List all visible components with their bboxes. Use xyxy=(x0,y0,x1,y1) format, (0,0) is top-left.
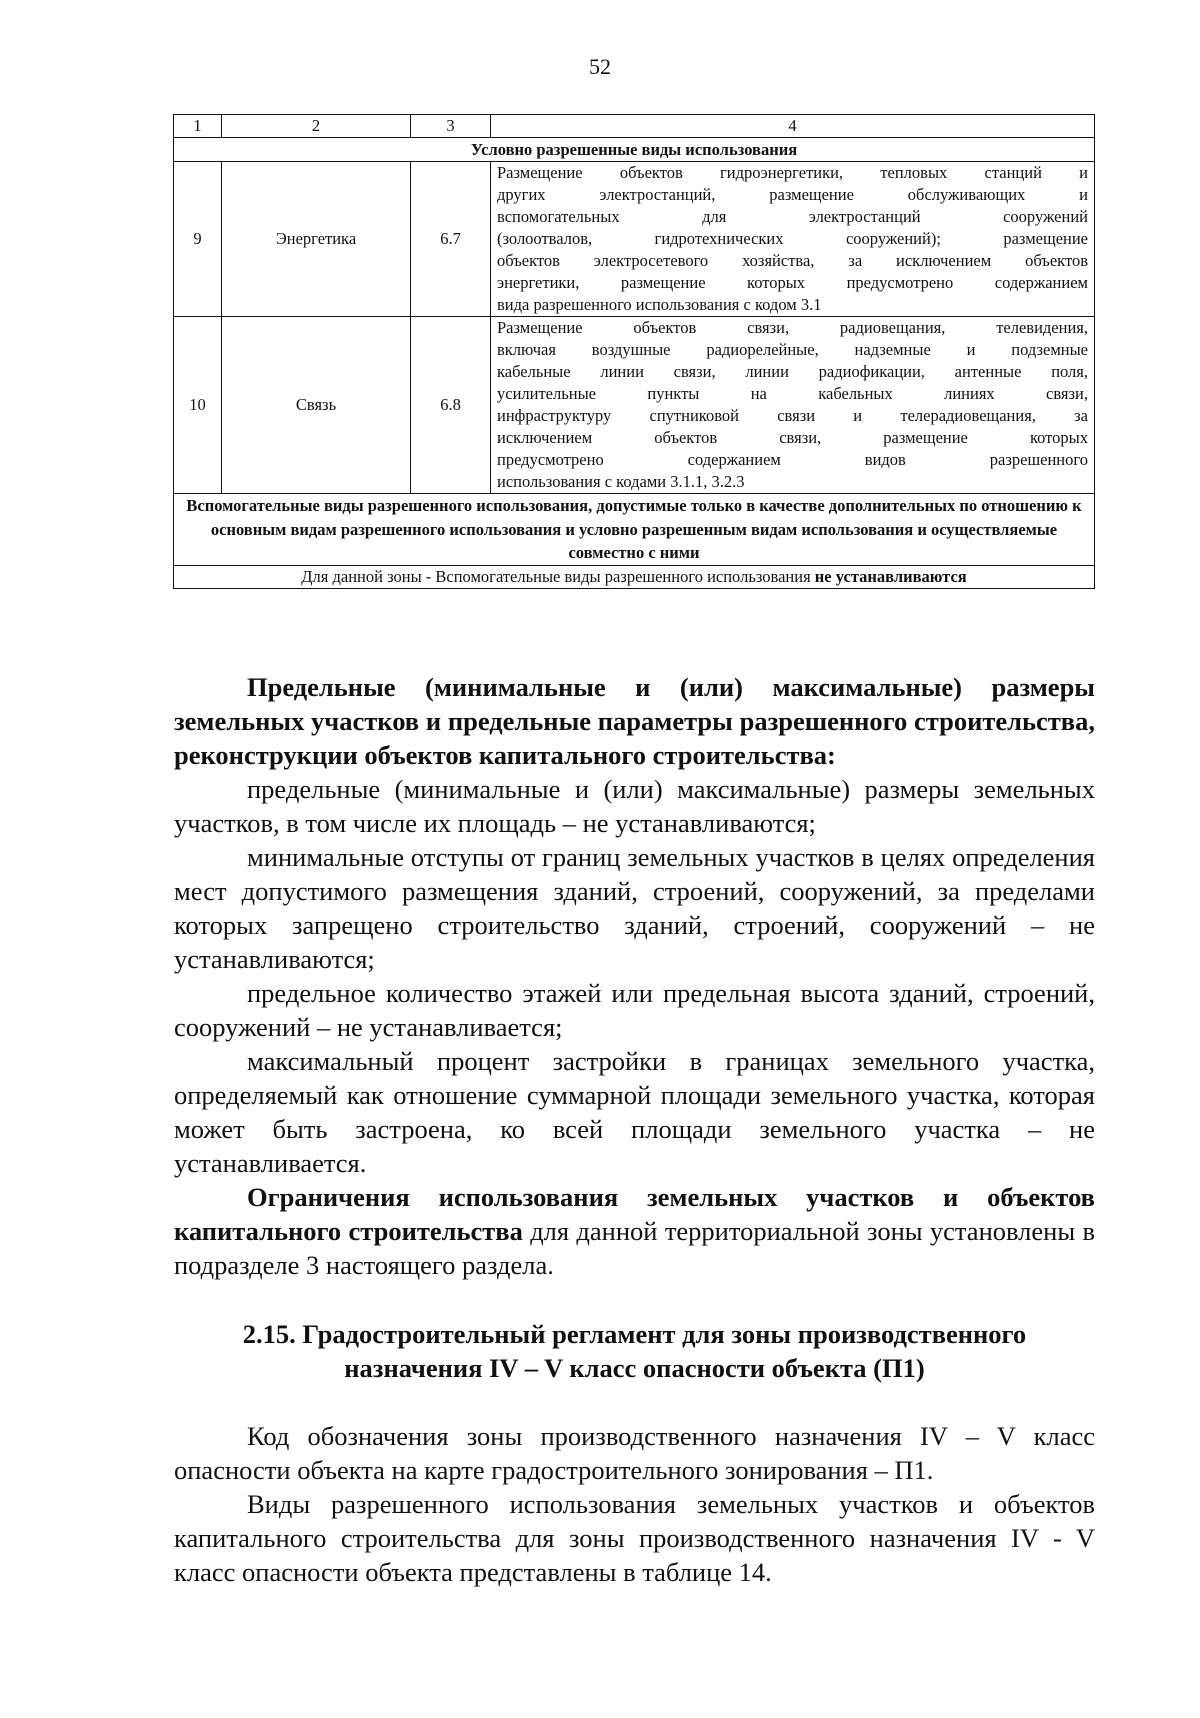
regulation-text xyxy=(174,670,1095,1589)
limit-item: предельное количество этажей или предельная высота зданий, строений, сооружений – не устанавливается; xyxy=(174,978,1095,1042)
aux-note-bold: не устанавливаются xyxy=(814,566,967,586)
restrictions-paragraph xyxy=(174,1180,1095,1282)
description-line: вспомогательных для электростанций сооружений xyxy=(497,207,1088,226)
use-name: Энергетика xyxy=(222,162,411,317)
chapter-title-line: 2.15. Градостроительный регламент для зоны производственного xyxy=(242,1319,1027,1349)
description-line: инфраструктуру спутниковой связи и телерадиовещания, за xyxy=(497,406,1088,425)
table-aux-header-row xyxy=(174,494,1095,566)
description-line: включая воздушные радиорелейные, надземные и подземные xyxy=(497,340,1088,359)
description-line: Размещение объектов гидроэнергетики, тепловых станций и xyxy=(497,163,1088,182)
description-line: Размещение объектов связи, радиовещания, телевидения, xyxy=(497,318,1088,337)
use-description xyxy=(491,317,1095,494)
description-line: вида разрешенного использования с кодом 3.1 xyxy=(497,295,822,314)
table-row xyxy=(174,317,1095,494)
zone-uses-paragraph: Виды разрешенного использования земельных участков и объектов капитального строительства для зоны производственного назначения IV - V класс опасности объекта представлены в таблице 14. xyxy=(174,1489,1095,1587)
permitted-use-table xyxy=(173,114,1095,589)
row-number: 10 xyxy=(174,317,222,494)
row-number: 9 xyxy=(174,162,222,317)
table-row xyxy=(174,162,1095,317)
aux-uses-title: Вспомогательные виды разрешенного использования, допустимые только в качестве дополнительных по отношению к основным видам разрешенного использования и условно разрешенным видам использования и осуществляемые совместно с ними xyxy=(174,494,1095,566)
page-number: 52 xyxy=(589,54,611,79)
description-line: объектов электросетевого хозяйства, за исключением объектов xyxy=(497,251,1088,270)
use-description xyxy=(491,162,1095,317)
limit-item: предельные (минимальные и (или) максимальные) размеры земельных участков, в том числе их площадь – не устанавливаются; xyxy=(174,774,1095,838)
restrictions-rest: для данной территориальной зоны установлены в подразделе 3 настоящего раздела. xyxy=(174,1216,1095,1280)
limits-heading: Предельные (минимальные и (или) максимальные) размеры земельных участков и предельные параметры разрешенного строительства, реконструкции объектов капитального строительства: xyxy=(174,672,1095,770)
description-line: исключением объектов связи, размещение которых xyxy=(497,428,1088,447)
aux-uses-note xyxy=(174,565,1095,588)
column-number: 3 xyxy=(411,115,491,138)
restrictions-bold: Ограничения использования земельных участков и объектов капитального строительства xyxy=(174,1182,1095,1246)
description-line: энергетики, размещение которых предусмотрено содержанием xyxy=(497,273,1088,292)
use-code: 6.7 xyxy=(411,162,491,317)
description-line: предусмотрено содержанием видов разрешенного xyxy=(497,450,1088,469)
limit-item: минимальные отступы от границ земельных участков в целях определения мест допустимого размещения зданий, строений, сооружений, за пределами которых запрещено строительство зданий, строений, сооружений – не устанавливаются; xyxy=(174,842,1095,974)
use-name: Связь xyxy=(222,317,411,494)
description-line: других электростанций, размещение обслуживающих и xyxy=(497,185,1088,204)
table-column-numbers xyxy=(174,115,1095,138)
column-number: 4 xyxy=(491,115,1095,138)
column-number: 2 xyxy=(222,115,411,138)
chapter-title xyxy=(174,1317,1095,1385)
chapter-title-line: назначения IV – V класс опасности объекта (П1) xyxy=(344,1353,925,1383)
description-line: усилительные пункты на кабельных линиях связи, xyxy=(497,384,1088,403)
zone-code-paragraph: Код обозначения зоны производственного назначения IV – V класс опасности объекта на карте градостроительного зонирования – П1. xyxy=(174,1421,1095,1485)
table-aux-note-row xyxy=(174,565,1095,588)
description-line: (золоотвалов, гидротехнических сооружений); размещение xyxy=(497,229,1088,248)
table-section-row xyxy=(174,138,1095,162)
column-number: 1 xyxy=(174,115,222,138)
section-title: Условно разрешенные виды использования xyxy=(174,138,1095,162)
description-line: кабельные линии связи, линии радиофикации, антенные поля, xyxy=(497,362,1088,381)
description-line: использования с кодами 3.1.1, 3.2.3 xyxy=(497,472,745,491)
limit-item: максимальный процент застройки в границах земельного участка, определяемый как отношение суммарной площади земельного участка, которая может быть застроена, ко всей площади земельного участка – не устанавливается. xyxy=(174,1046,1095,1178)
aux-note-prefix: Для данной зоны - Вспомогательные виды разрешенного использования xyxy=(301,566,811,586)
use-code: 6.8 xyxy=(411,317,491,494)
